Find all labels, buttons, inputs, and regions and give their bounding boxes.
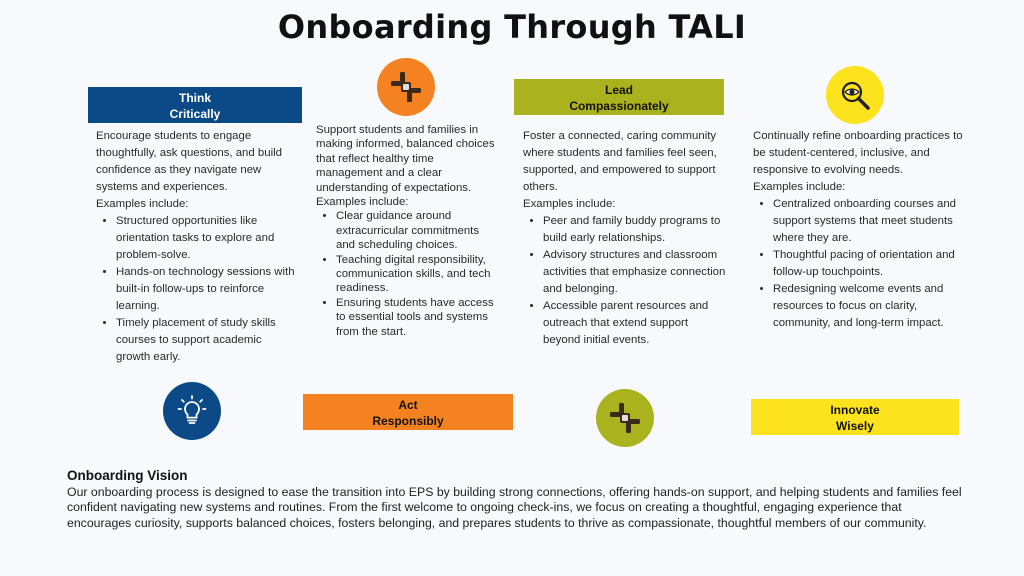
list-item: • Ensuring students have access to essential tools and systems from the start. bbox=[336, 296, 496, 339]
lightbulb-icon bbox=[163, 382, 221, 440]
think-label-line2: Critically bbox=[169, 107, 221, 121]
list-item: • Teaching digital responsibility, communication skills, and tech readiness. bbox=[336, 253, 496, 296]
lead-examples-heading: Examples include: bbox=[523, 198, 616, 210]
list-item: • Structured opportunities like orientation tasks to explore and problem-solve. bbox=[116, 213, 296, 264]
think-intro: Encourage students to engage thoughtfully, ask questions, and build confidence as they navigate new systems and experiences. bbox=[96, 130, 282, 193]
act-label-line1: Act bbox=[398, 398, 418, 412]
think-examples-heading: Examples include: bbox=[96, 198, 189, 210]
act-examples-heading: Examples include: bbox=[316, 196, 409, 209]
innovate-intro: Continually refine onboarding practices to be student-centered, inclusive, and responsive to evolving needs. bbox=[753, 130, 963, 176]
list-item: • Clear guidance around extracurricular commitments and scheduling choices. bbox=[336, 209, 496, 252]
innovate-wisely-label bbox=[751, 399, 959, 435]
act-examples-list bbox=[316, 209, 496, 339]
list-item: • Redesigning welcome events and resources to focus on clarity, community, and long-term impact. bbox=[773, 281, 965, 332]
joined-hands-icon bbox=[596, 389, 654, 447]
list-item: • Advisory structures and classroom activities that emphasize connection and belonging. bbox=[543, 247, 728, 298]
innovate-label-line1: Innovate bbox=[830, 403, 880, 417]
list-item: • Peer and family buddy programs to build early relationships. bbox=[543, 213, 728, 247]
think-column bbox=[96, 128, 296, 366]
think-examples-list bbox=[96, 213, 296, 366]
innovate-column bbox=[753, 128, 965, 332]
list-item: • Thoughtful pacing of orientation and follow-up touchpoints. bbox=[773, 247, 965, 281]
list-item: • Timely placement of study skills courses to support academic growth early. bbox=[116, 315, 296, 366]
innovate-examples-heading: Examples include: bbox=[753, 181, 846, 193]
page-title: Onboarding Through TALI bbox=[277, 8, 747, 46]
lead-examples-list bbox=[523, 213, 728, 349]
think-label-line1: Think bbox=[179, 91, 211, 105]
lead-column bbox=[523, 128, 728, 349]
innovate-examples-list bbox=[753, 196, 965, 332]
vision-text: Our onboarding process is designed to ease the transition into EPS by building strong connections, offering hands-on support, and helping students and families feel confident navigating new systems and routines. From the first welcome to ongoing check-ins, we focus on creating a thoughtful, engaging experience that encourages curiosity, supports balanced choices, fosters belonging, and prepares students to thrive as compassionate, thoughtful members of our community. bbox=[67, 484, 962, 530]
list-item: • Centralized onboarding courses and support systems that meet students where they are. bbox=[773, 196, 965, 247]
act-label-line2: Responsibly bbox=[372, 414, 444, 428]
magnifier-eye-icon bbox=[826, 66, 884, 124]
vision-heading: Onboarding Vision bbox=[67, 468, 188, 483]
act-responsibly-label bbox=[303, 394, 513, 430]
onboarding-vision bbox=[67, 468, 967, 531]
list-item: • Hands-on technology sessions with built-in follow-ups to reinforce learning. bbox=[116, 264, 296, 315]
innovate-label-line2: Wisely bbox=[836, 419, 874, 433]
joined-hands-icon bbox=[377, 58, 435, 116]
lead-compassionately-label bbox=[514, 79, 724, 115]
lead-label-line2: Compassionately bbox=[569, 99, 669, 113]
act-intro: Support students and families in making informed, balanced choices that reflect healthy time management and a clear understanding of expectations. bbox=[316, 124, 495, 194]
think-critically-label bbox=[88, 87, 302, 123]
act-column bbox=[316, 123, 496, 339]
list-item: • Accessible parent resources and outreach that extend support beyond initial events. bbox=[543, 298, 728, 349]
lead-intro: Foster a connected, caring community where students and families feel seen, supported, and empowered to support others. bbox=[523, 130, 717, 193]
lead-label-line1: Lead bbox=[604, 83, 633, 97]
